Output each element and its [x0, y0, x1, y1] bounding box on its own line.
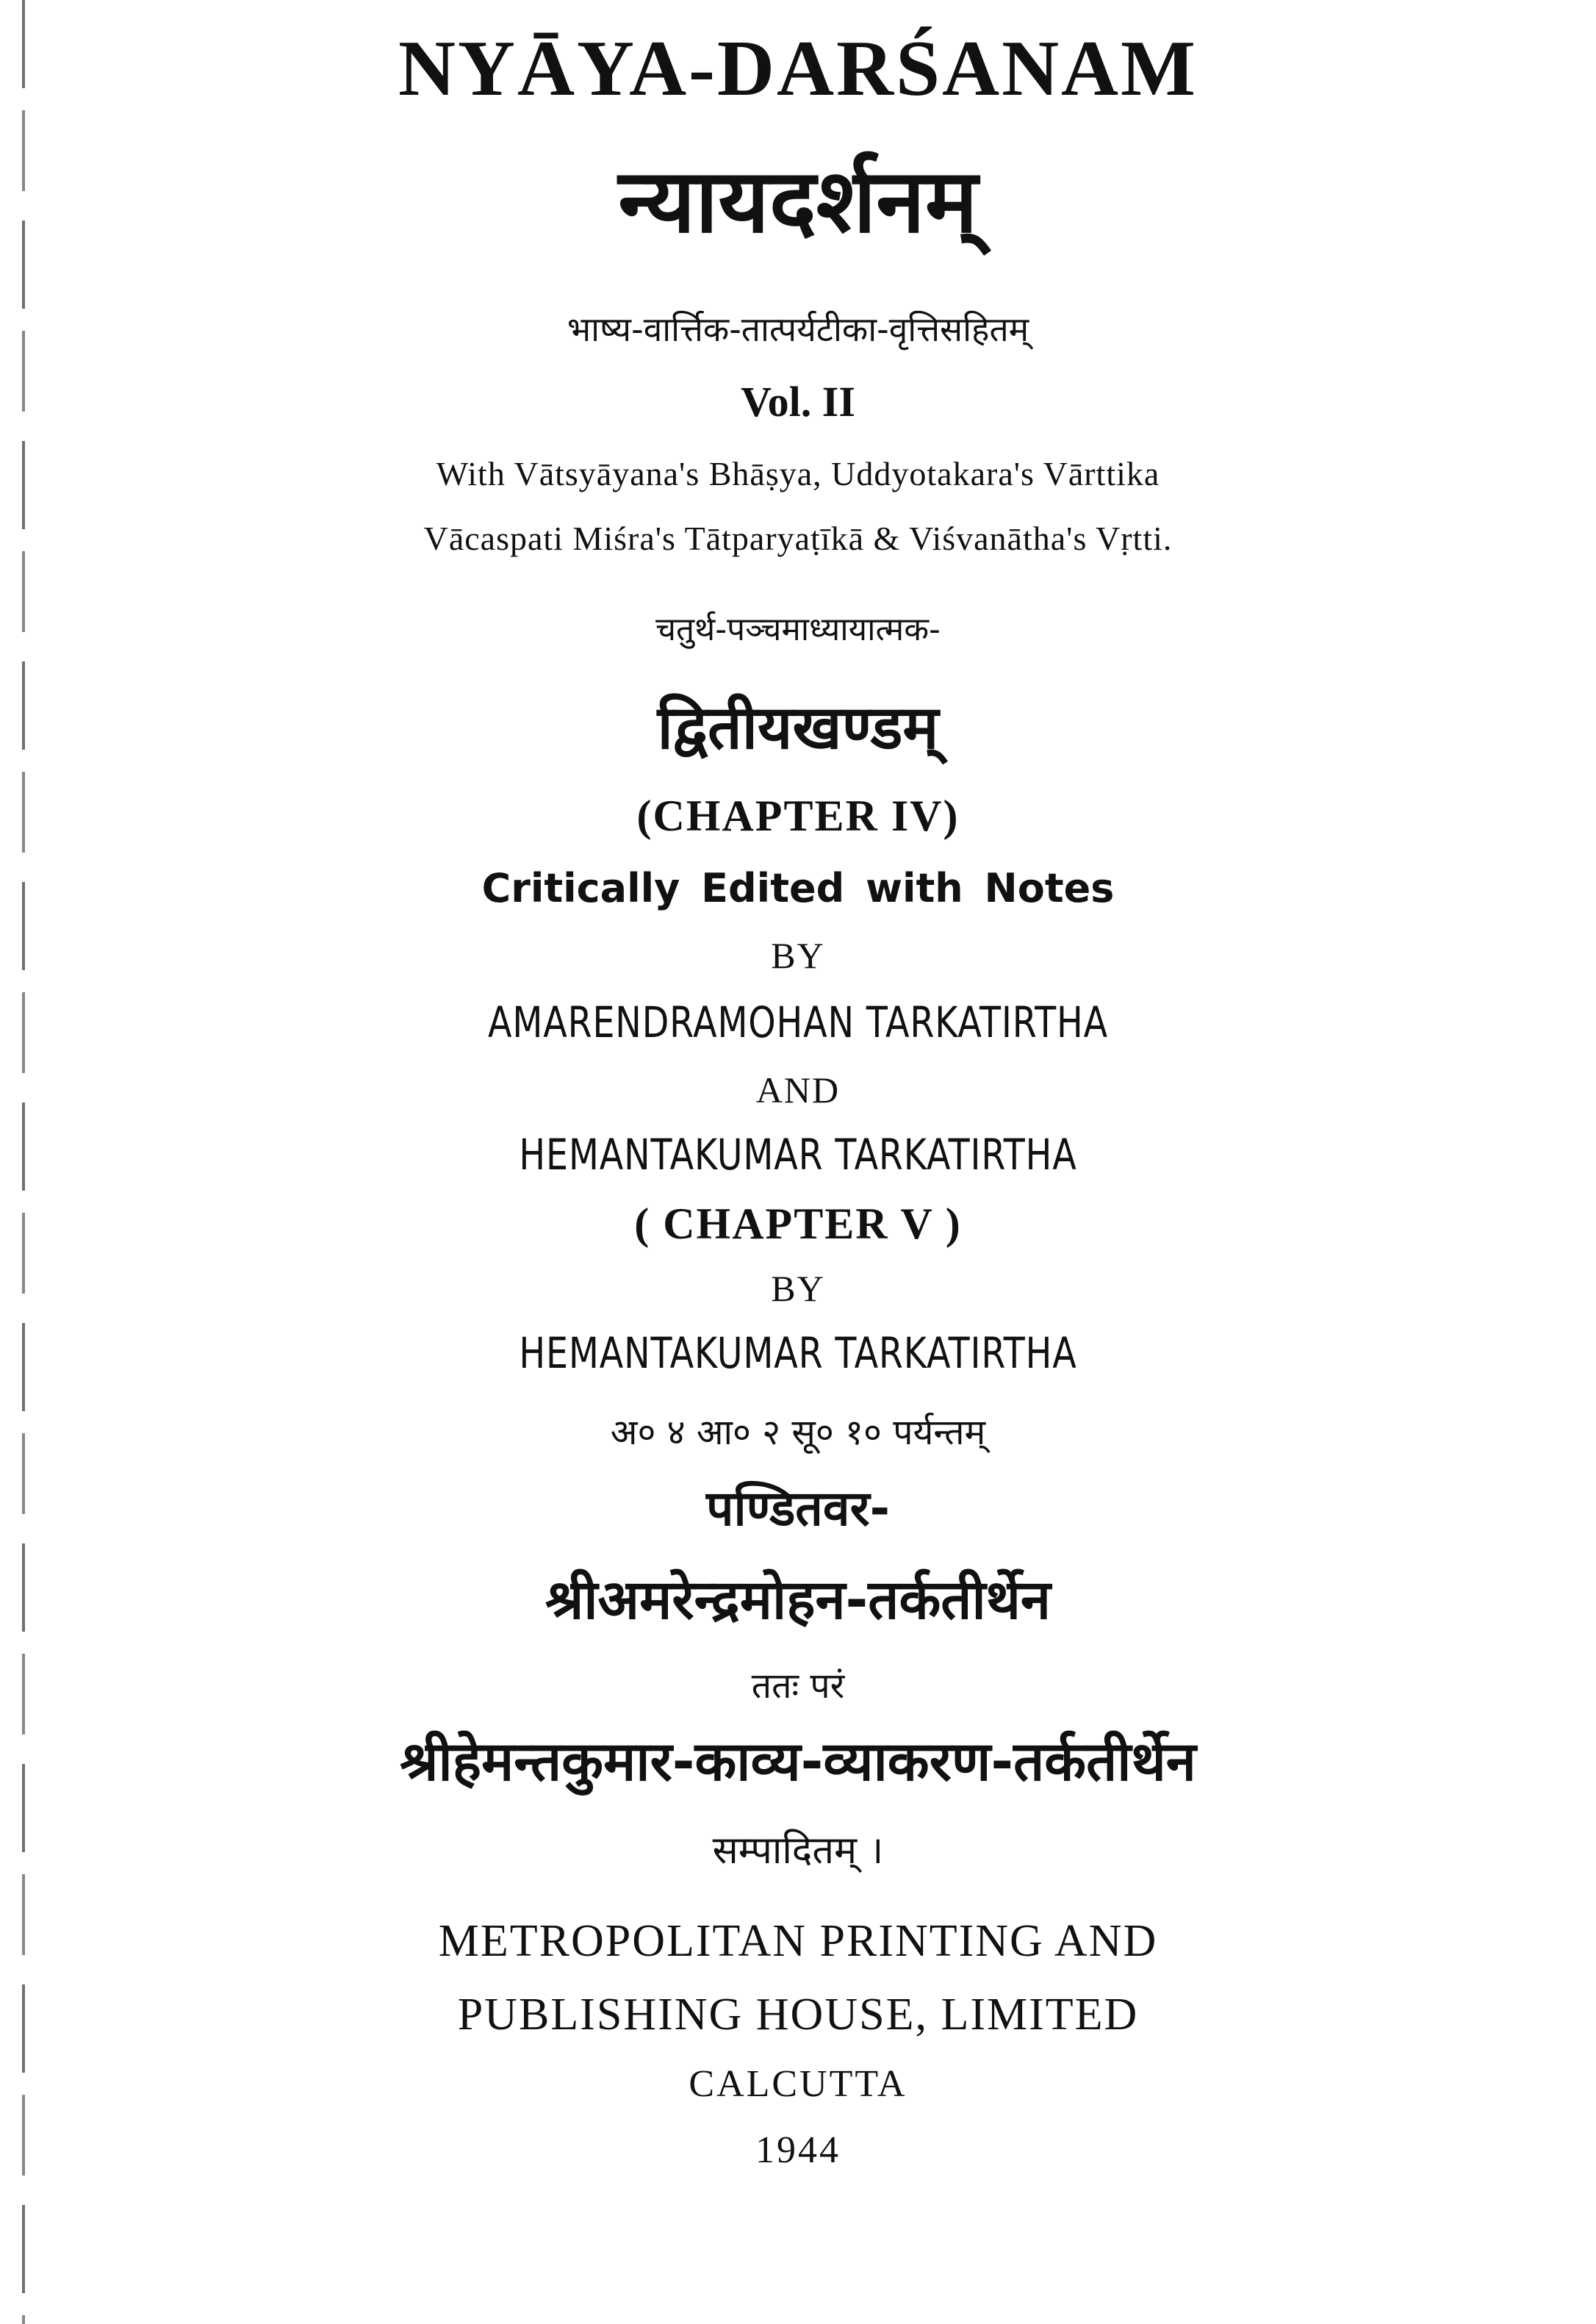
publisher-line-1: METROPOLITAN PRINTING AND	[438, 1916, 1158, 1966]
edited-sanskrit: सम्पादितम् ।	[712, 1829, 884, 1873]
chapter-iv-label: (CHAPTER IV)	[636, 792, 960, 840]
editor-3-name: HEMANTAKUMAR TARKATIRTHA	[519, 1328, 1077, 1378]
publisher-city: CALCUTTA	[689, 2063, 907, 2105]
publication-year: 1944	[755, 2129, 841, 2171]
part-sanskrit: द्वितीयखण्डम्	[657, 693, 939, 763]
editor-2-sanskrit: श्रीहेमन्तकुमार-काव्य-व्याकरण-तर्कतीर्थेन	[400, 1730, 1196, 1793]
edited-note: Critically Edited with Notes	[481, 865, 1115, 911]
tatah-sanskrit: ततः परं	[751, 1665, 845, 1707]
subtitle-sanskrit: भाष्य-वार्त्तिक-तात्पर्यटीका-वृत्तिसहितम्	[567, 309, 1029, 349]
editor-1-name: AMARENDRAMOHAN TARKATIRTHA	[488, 997, 1108, 1047]
volume-label: Vol. II	[741, 378, 855, 426]
by-label-2: BY	[771, 1268, 825, 1309]
title-sanskrit: न्यायदर्शनम्	[618, 151, 978, 253]
by-label-1: BY	[771, 935, 825, 976]
commentary-line-2: Vācaspati Miśra's Tātparyaṭīkā & Viśvanātha's Vṛtti.	[423, 520, 1173, 557]
range-sanskrit: अ० ४ आ० २ सू० १० पर्यन्तम्	[610, 1412, 986, 1453]
editor-1-sanskrit: श्रीअमरेन्द्रमोहन-तर्कतीर्थेन	[545, 1568, 1051, 1632]
commentary-line-1: With Vātsyāyana's Bhāṣya, Uddyotakara's Vārttika	[436, 455, 1160, 492]
chapters-sanskrit: चतुर्थ-पञ्चमाध्यायात्मक-	[655, 611, 941, 648]
chapter-v-label: ( CHAPTER V )	[634, 1199, 962, 1248]
editor-2-name: HEMANTAKUMAR TARKATIRTHA	[519, 1130, 1077, 1180]
pandit-sanskrit: पण्डितवर-	[706, 1480, 890, 1537]
publisher-line-2: PUBLISHING HOUSE, LIMITED	[457, 1990, 1139, 2040]
title-english: NYĀYA-DARŚANAM	[398, 25, 1198, 112]
and-label: AND	[755, 1069, 841, 1111]
